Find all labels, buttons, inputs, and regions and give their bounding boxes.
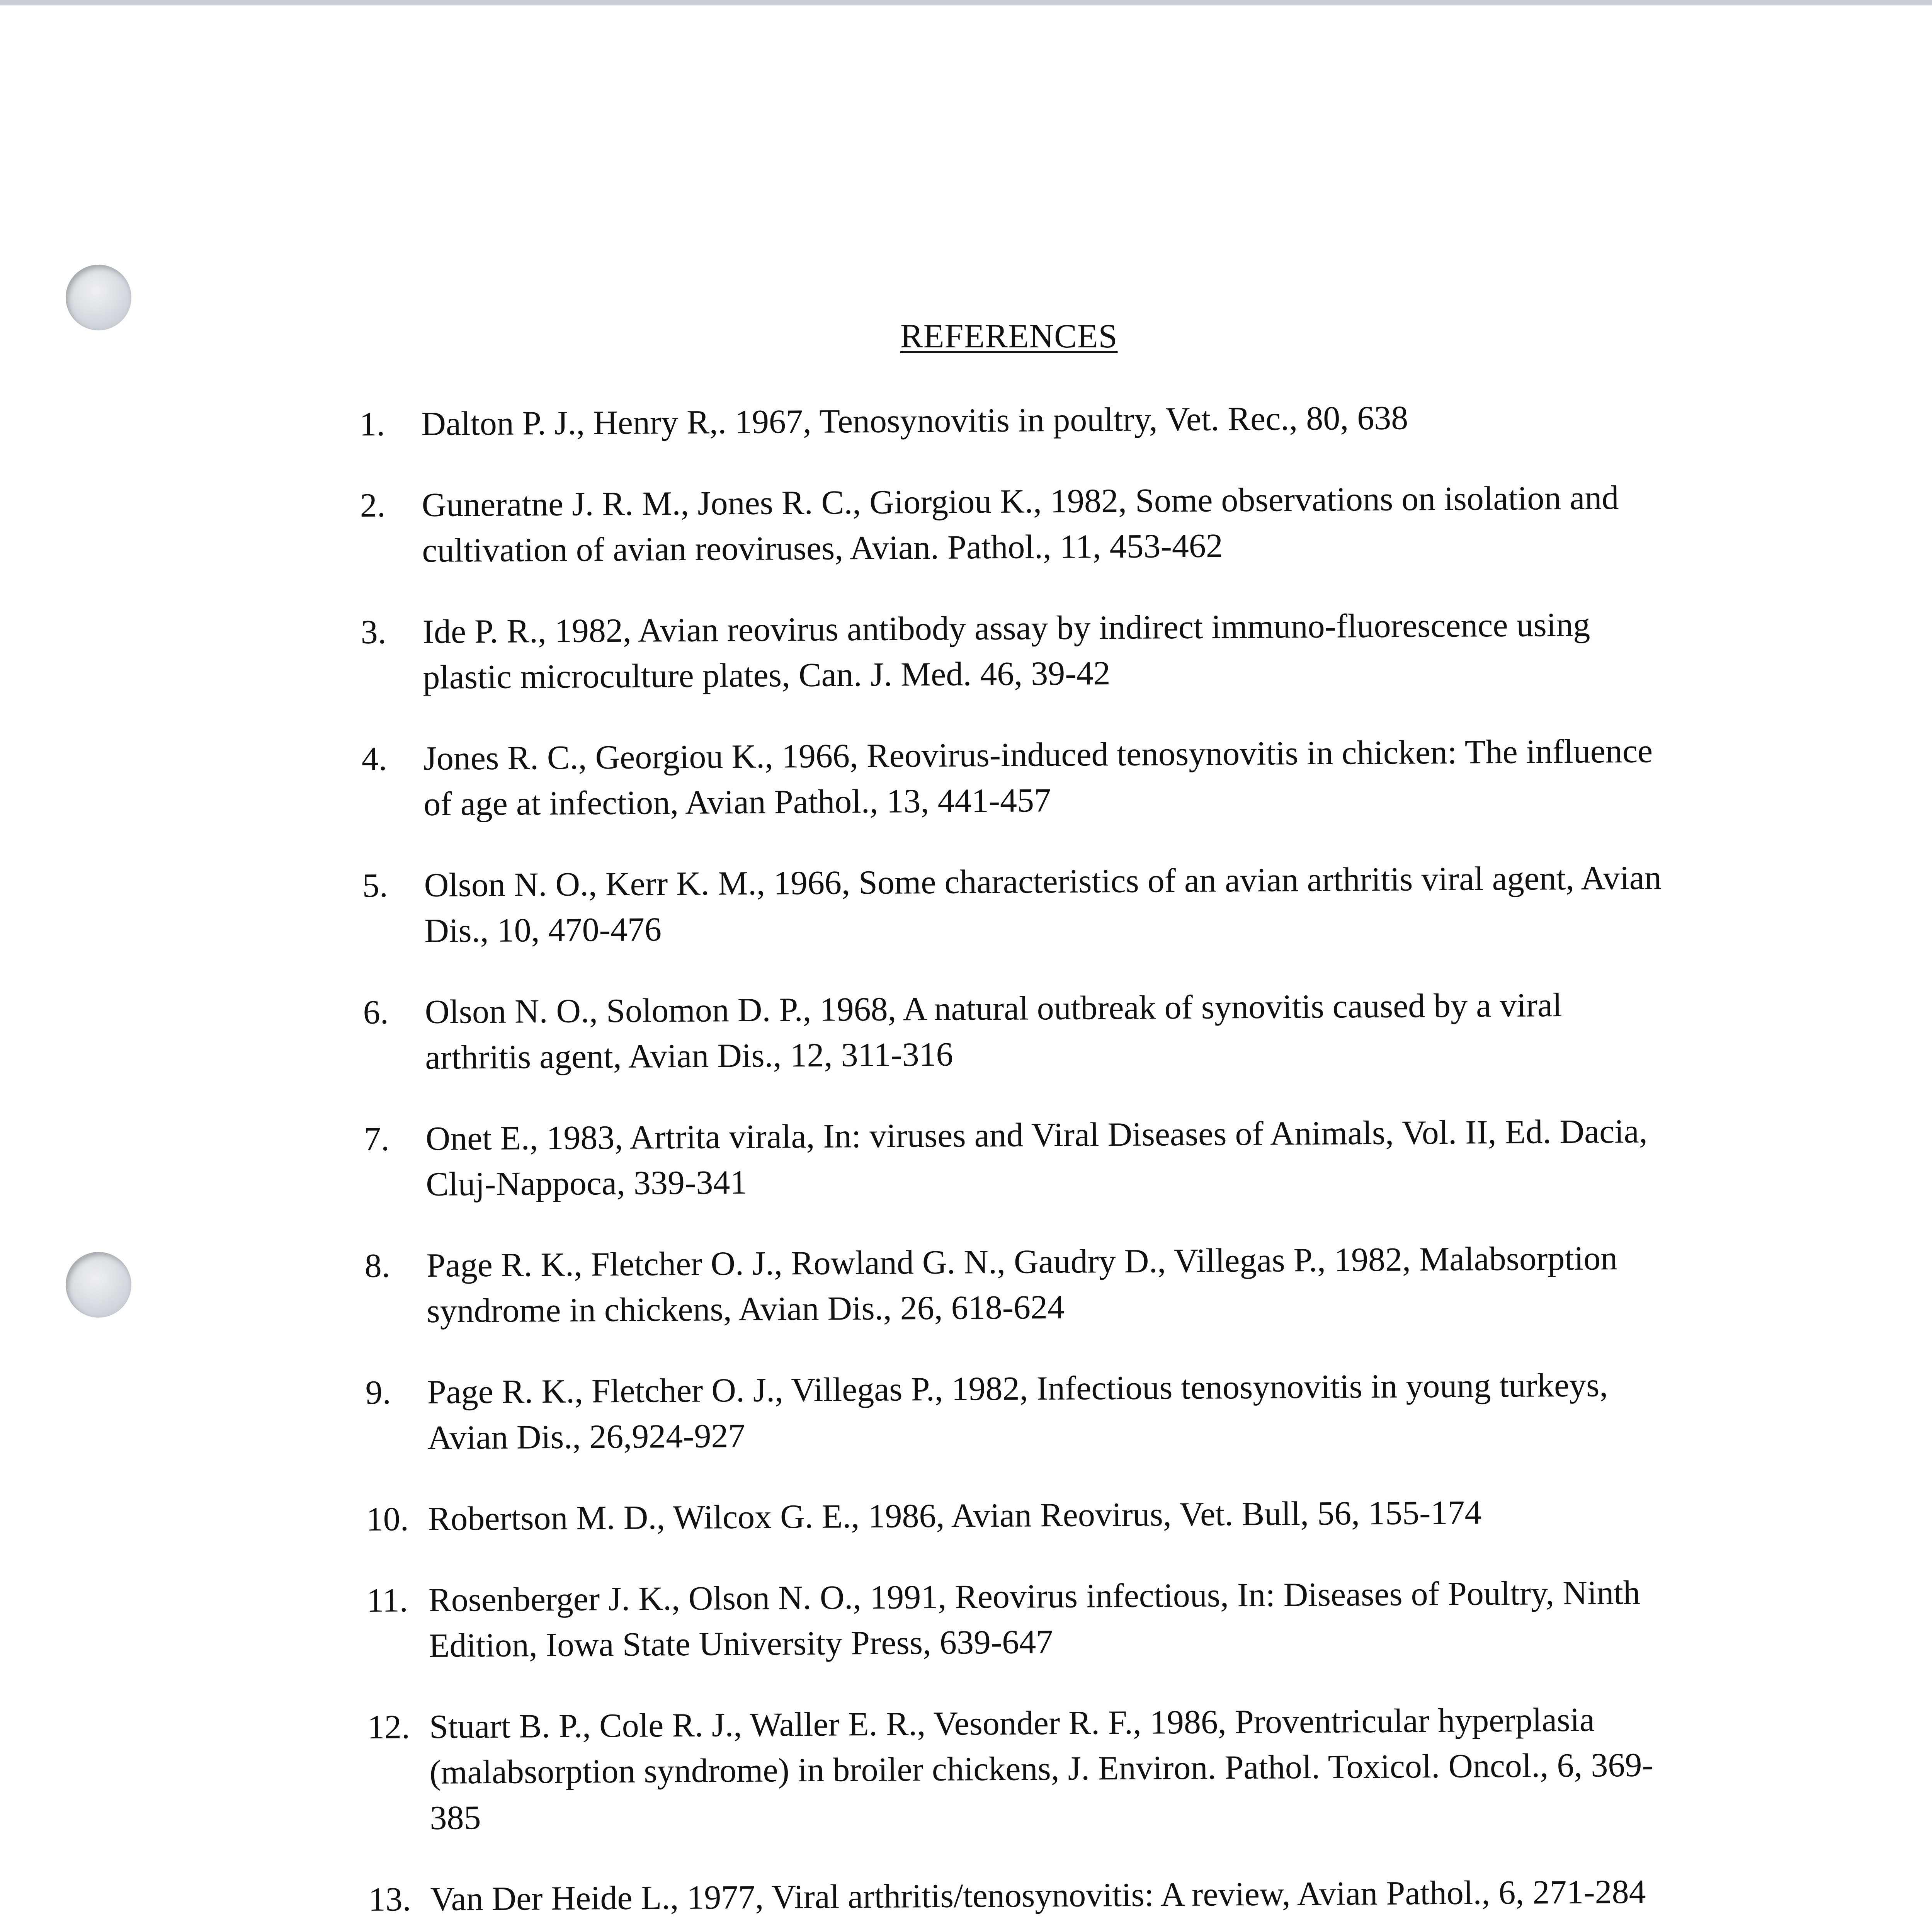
reference-item	[364, 1109, 1670, 1208]
reference-text: Page R. K., Fletcher O. J., Rowland G. N., Gaudry D., Villegas P., 1982, Malabsorption syndrome in chickens, Avian Dis., 26, 618-624	[426, 1240, 1618, 1330]
reference-item	[362, 855, 1668, 954]
reference-number: 13.	[368, 1881, 411, 1918]
reference-number: 5.	[362, 867, 388, 905]
reference-item	[361, 602, 1667, 701]
reference-text: Onet E., 1983, Artrita virala, In: viruses and Viral Diseases of Animals, Vol. II, Ed. Dacia, Cluj-Nappoca, 339-341	[425, 1112, 1648, 1203]
reference-number: 2.	[360, 486, 386, 524]
reference-text: Dalton P. J., Henry R,. 1967, Tenosynovitis in poultry, Vet. Rec., 80, 638	[421, 399, 1408, 443]
reference-text: Page R. K., Fletcher O. J., Villegas P., 1982, Infectious tenosynovitis in young turkeys, Avian Dis., 26,924-927	[427, 1366, 1608, 1457]
reference-item	[359, 394, 1666, 447]
reference-item	[360, 475, 1666, 574]
reference-number: 1.	[359, 405, 385, 443]
reference-item	[365, 1362, 1672, 1461]
reference-item	[367, 1697, 1674, 1842]
reference-number: 4.	[361, 740, 387, 778]
reference-text: Stuart B. P., Cole R. J., Waller E. R., Vesonder R. F., 1986, Proventricular hyperplasia (malabsorption syndrome) in broiler chickens, J. Environ. Pathol. Toxicol. Oncol., 6, 369-385	[429, 1701, 1653, 1837]
reference-text: Robertson M. D., Wilcox G. E., 1986, Avian Reovirus, Vet. Bull, 56, 155-174	[428, 1494, 1482, 1538]
reference-item	[364, 1235, 1671, 1335]
reference-item	[363, 982, 1669, 1081]
reference-text: Ide P. R., 1982, Avian reovirus antibody assay by indirect immuno-fluorescence using plastic microculture plates, Can. J. Med. 46, 39-42	[422, 606, 1590, 697]
scan-top-edge	[0, 0, 1932, 5]
reference-number: 11.	[366, 1582, 408, 1619]
punch-hole	[66, 1252, 131, 1318]
reference-item	[367, 1570, 1673, 1669]
reference-item	[366, 1489, 1672, 1543]
reference-number: 12.	[367, 1708, 410, 1746]
reference-text: Olson N. O., Kerr K. M., 1966, Some characteristics of an avian arthritis viral agent, Avian Dis., 10, 470-476	[424, 859, 1662, 950]
reference-number: 10.	[366, 1500, 409, 1538]
reference-text: Olson N. O., Solomon D. P., 1968, A natural outbreak of synovitis caused by a viral arthritis agent, Avian Dis., 12, 311-316	[425, 986, 1562, 1077]
punch-hole	[66, 265, 131, 330]
reference-number: 7.	[364, 1120, 389, 1158]
reference-number: 9.	[365, 1374, 391, 1412]
page-title: REFERENCES	[900, 318, 1118, 355]
reference-item	[361, 728, 1668, 828]
reference-number: 6.	[363, 993, 389, 1031]
reference-number: 3.	[361, 613, 386, 651]
reference-list	[359, 394, 1677, 1932]
reference-item	[368, 1869, 1675, 1923]
reference-text: Van Der Heide L., 1977, Viral arthritis/tenosynovitis: A review, Avian Pathol., 6, 271-284	[430, 1873, 1646, 1918]
reference-text: Guneratne J. R. M., Jones R. C., Giorgiou K., 1982, Some observations on isolation and cultivation of avian reoviruses, Avian. Pathol., 11, 453-462	[422, 479, 1619, 570]
reference-number: 8.	[364, 1247, 390, 1285]
reference-text: Rosenberger J. K., Olson N. O., 1991, Reovirus infectious, In: Diseases of Poultry, Ninth Edition, Iowa State University Press, 639-647	[428, 1574, 1641, 1665]
reference-text: Jones R. C., Georgiou K., 1966, Reovirus-induced tenosynovitis in chicken: The influence of age at infection, Avian Pathol., 13, 441-457	[423, 732, 1653, 823]
